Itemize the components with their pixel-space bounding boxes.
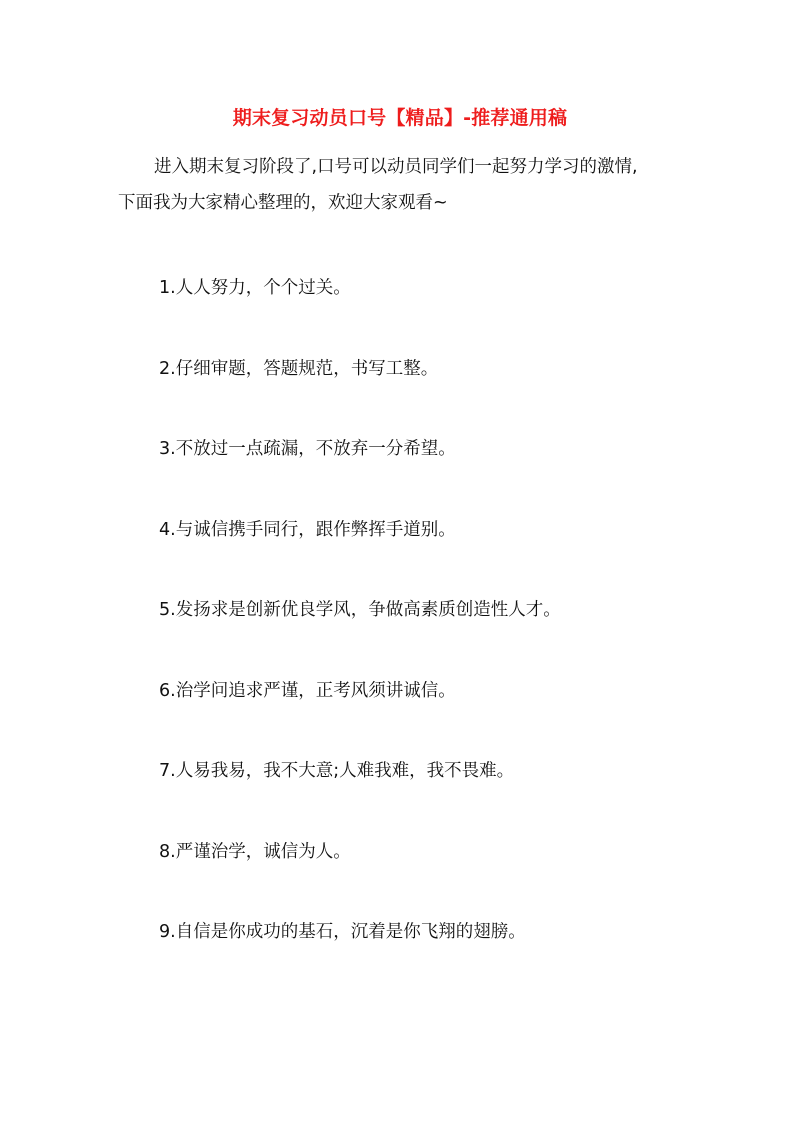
intro-line: 下面我为大家精心整理的，欢迎大家观看~ (118, 193, 448, 213)
slogan-item: 6.治学问追求严谨，正考风须讲诚信。 (159, 680, 456, 701)
document-title: 期末复习动员口号【精品】-推荐通用稿 (232, 107, 568, 129)
slogan-item: 2.仔细审题，答题规范，书写工整。 (159, 358, 439, 379)
slogan-item: 8.严谨治学，诚信为人。 (159, 841, 351, 862)
slogan-item: 9.自信是你成功的基石，沉着是你飞翔的翅膀。 (159, 922, 526, 942)
intro-line: 进入期末复习阶段了,口号可以动员同学们一起努力学习的激情, (154, 157, 638, 177)
slogan-item: 5.发扬求是创新优良学风，争做高素质创造性人才。 (159, 600, 561, 620)
slogan-item: 4.与诚信携手同行，跟作弊挥手道别。 (159, 519, 456, 540)
slogan-item: 3.不放过一点疏漏，不放弃一分希望。 (159, 439, 456, 459)
slogan-item: 7.人易我易，我不大意;人难我难，我不畏难。 (159, 761, 515, 781)
intro-paragraph (118, 149, 698, 221)
slogan-item: 1.人人努力，个个过关。 (159, 278, 351, 298)
slogan-list (159, 272, 561, 997)
